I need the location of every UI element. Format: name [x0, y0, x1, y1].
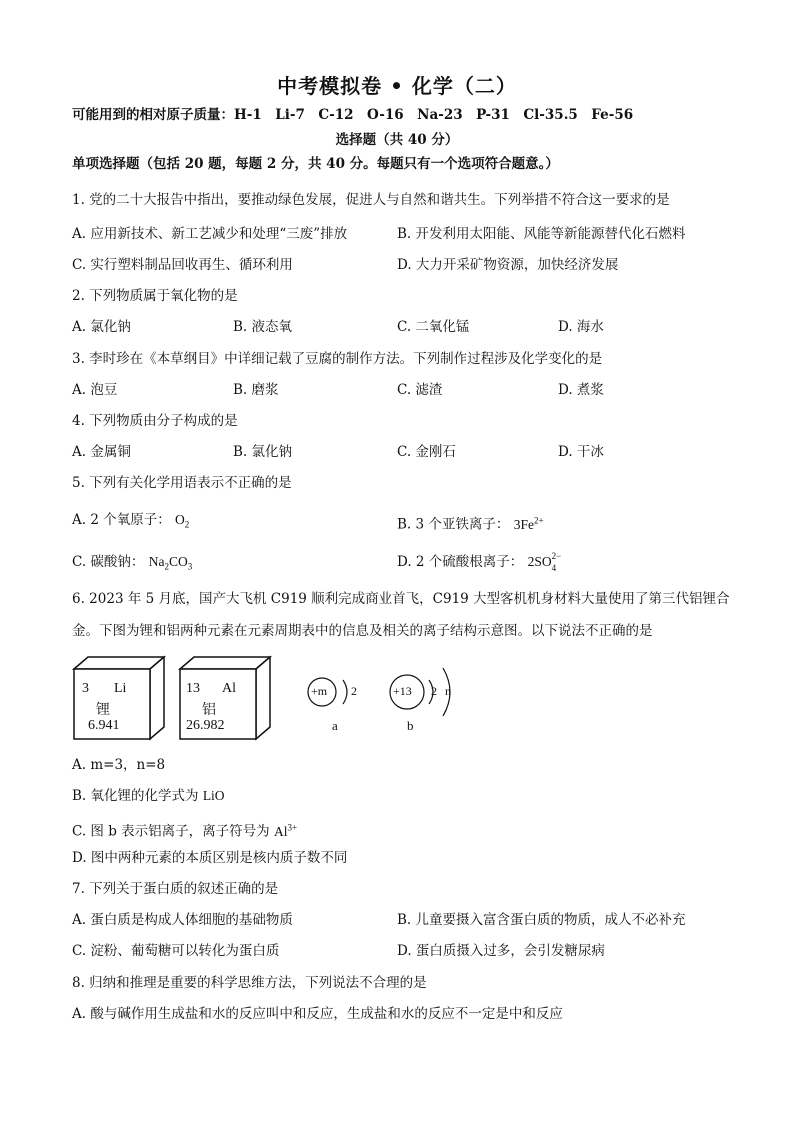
q5-b-sup: 2+ — [533, 515, 544, 525]
ion-structure-b — [387, 660, 467, 735]
ion-b-nucleus: +13 — [393, 684, 412, 698]
q1-option-a: A. 应用新技术、新工艺减少和处理“三废”排放 — [72, 226, 348, 242]
q6-b-formula: LiO — [202, 788, 225, 803]
q5-c-label: C. 碳酸钠： — [72, 554, 145, 570]
q6-c-sup: 3+ — [287, 822, 298, 832]
q5-d-formula — [527, 551, 566, 573]
ion-structure-a — [305, 665, 365, 735]
q5-a-formula — [175, 512, 190, 530]
q8-option-a: A. 酸与碱作用生成盐和水的反应叫中和反应，生成盐和水的反应不一定是中和反应 — [72, 1006, 563, 1022]
ion-b-label: b — [407, 718, 414, 733]
q5-c-sym1: Na — [148, 554, 165, 569]
q4-option-c: C. 金刚石 — [397, 444, 456, 460]
q5-c-sub2: 3 — [187, 561, 193, 572]
al-atomic-mass: 26.982 — [186, 718, 225, 733]
ion-a-nucleus: +m — [311, 684, 328, 698]
q2-option-d: D. 海水 — [558, 319, 604, 335]
q7-option-a: A. 蛋白质是构成人体细胞的基础物质 — [72, 912, 293, 928]
li-name: 锂 — [96, 703, 110, 718]
q2-option-a: A. 氯化钠 — [72, 319, 131, 335]
li-symbol: Li — [114, 681, 127, 696]
ion-a-label: a — [332, 718, 338, 733]
q4-stem: 4. 下列物质由分子构成的是 — [72, 413, 238, 429]
q6-c-formula — [274, 824, 297, 839]
al-name: 铝 — [202, 703, 216, 718]
q4-option-b: B. 氯化钠 — [233, 444, 293, 460]
ion-a-shell1: 2 — [351, 684, 357, 698]
q5-d-label: D. 2 个硫酸根离子： — [397, 554, 524, 570]
q6-option-c — [72, 818, 297, 841]
q7-option-c: C. 淀粉、葡萄糖可以转化为蛋白质 — [72, 943, 280, 959]
q2-option-b: B. 液态氧 — [233, 319, 293, 335]
q5-c-sub1: 2 — [164, 561, 169, 572]
q4-option-a: A. 金属铜 — [72, 444, 131, 460]
q7-stem: 7. 下列关于蛋白质的叙述正确的是 — [72, 881, 279, 897]
q6-stem-line2: 金。下图为锂和铝两种元素在元素周期表中的信息及相关的离子结构示意图。以下说法不正确的是 — [72, 623, 653, 639]
q6-stem-line1: 6. 2023 年 5 月底，国产大飞机 C919 顺利完成商业首飞，C919 大型客机机身材料大量使用了第三代铝锂合 — [72, 591, 730, 607]
q7-option-b: B. 儿童要摄入富含蛋白质的物质，成人不必补充 — [397, 912, 686, 928]
q2-option-c: C. 二氧化锰 — [397, 319, 470, 335]
aluminum-element-card — [178, 655, 273, 741]
q5-option-b — [397, 511, 544, 534]
li-atomic-number: 3 — [82, 681, 89, 696]
q2-stem: 2. 下列物质属于氧化物的是 — [72, 288, 238, 304]
q5-a-symbol: O — [175, 512, 185, 527]
q6-b-label: B. 氧化锂的化学式为 — [72, 788, 199, 804]
al-atomic-number: 13 — [186, 681, 200, 696]
q6-c-symbol: Al — [273, 823, 288, 839]
q1-option-d: D. 大力开采矿物资源，加快经济发展 — [397, 257, 619, 273]
ion-b-shell2: n — [445, 684, 451, 698]
section-heading: 选择题（共 40 分） — [335, 132, 459, 148]
q3-option-b: B. 磨浆 — [233, 382, 279, 398]
q3-option-c: C. 滤渣 — [397, 382, 443, 398]
atomic-mass-note: 可能用到的相对原子质量：H-1 Li-7 C-12 O-16 Na-23 P-31 Cl-35.5 Fe-56 — [72, 107, 634, 123]
li-atomic-mass: 6.941 — [88, 718, 120, 733]
q6-option-b — [72, 787, 225, 805]
q5-c-sym2: CO — [168, 554, 188, 569]
q5-d-sub: 4 — [551, 563, 557, 573]
q6-option-a: A. m=3，n=8 — [72, 757, 166, 773]
q5-b-label: B. 3 个亚铁离子： — [397, 516, 510, 533]
q5-stem: 5. 下列有关化学用语表示不正确的是 — [72, 475, 292, 491]
ion-b-shell1: 2 — [431, 684, 437, 698]
q8-stem: 8. 归纳和推理是重要的科学思维方法，下列说法不合理的是 — [72, 975, 427, 991]
q3-stem: 3. 李时珍在《本草纲目》中详细记载了豆腐的制作方法。下列制作过程涉及化学变化的是 — [72, 351, 603, 367]
page-title: 中考模拟卷 • 化学（二） — [277, 74, 517, 98]
q3-option-a: A. 泡豆 — [72, 382, 118, 398]
al-symbol: Al — [222, 681, 236, 696]
q1-option-b: B. 开发利用太阳能、风能等新能源替代化石燃料 — [397, 226, 686, 242]
instructions: 单项选择题（包括 20 题，每题 2 分，共 40 分。每题只有一个选项符合题意。） — [72, 156, 559, 172]
q1-option-c: C. 实行塑料制品回收再生、循环利用 — [72, 257, 293, 273]
q5-option-d — [397, 553, 566, 571]
q7-option-d: D. 蛋白质摄入过多，会引发糖尿病 — [397, 943, 605, 959]
q6-c-label: C. 图 b 表示铝离子，离子符号为 — [72, 823, 270, 840]
q5-d-sup: 2− — [551, 551, 562, 561]
q5-a-sub: 2 — [184, 519, 190, 530]
q5-option-a — [72, 511, 189, 534]
q6-option-d: D. 图中两种元素的本质区别是核内质子数不同 — [72, 850, 348, 866]
lithium-element-card — [72, 655, 167, 741]
q5-option-c — [72, 553, 192, 576]
q5-b-formula — [514, 517, 544, 532]
q1-stem: 1. 党的二十大报告中指出，要推动绿色发展，促进人与自然和谐共生。下列举措不符合这一要求的是 — [72, 192, 670, 208]
q5-d-symbol: 2SO — [527, 554, 552, 569]
q5-b-symbol: 3Fe — [513, 516, 534, 532]
q5-a-label: A. 2 个氧原子： — [72, 512, 171, 528]
q5-c-formula — [148, 554, 193, 572]
q3-option-d: D. 煮浆 — [558, 382, 604, 398]
q4-option-d: D. 干冰 — [558, 444, 604, 460]
